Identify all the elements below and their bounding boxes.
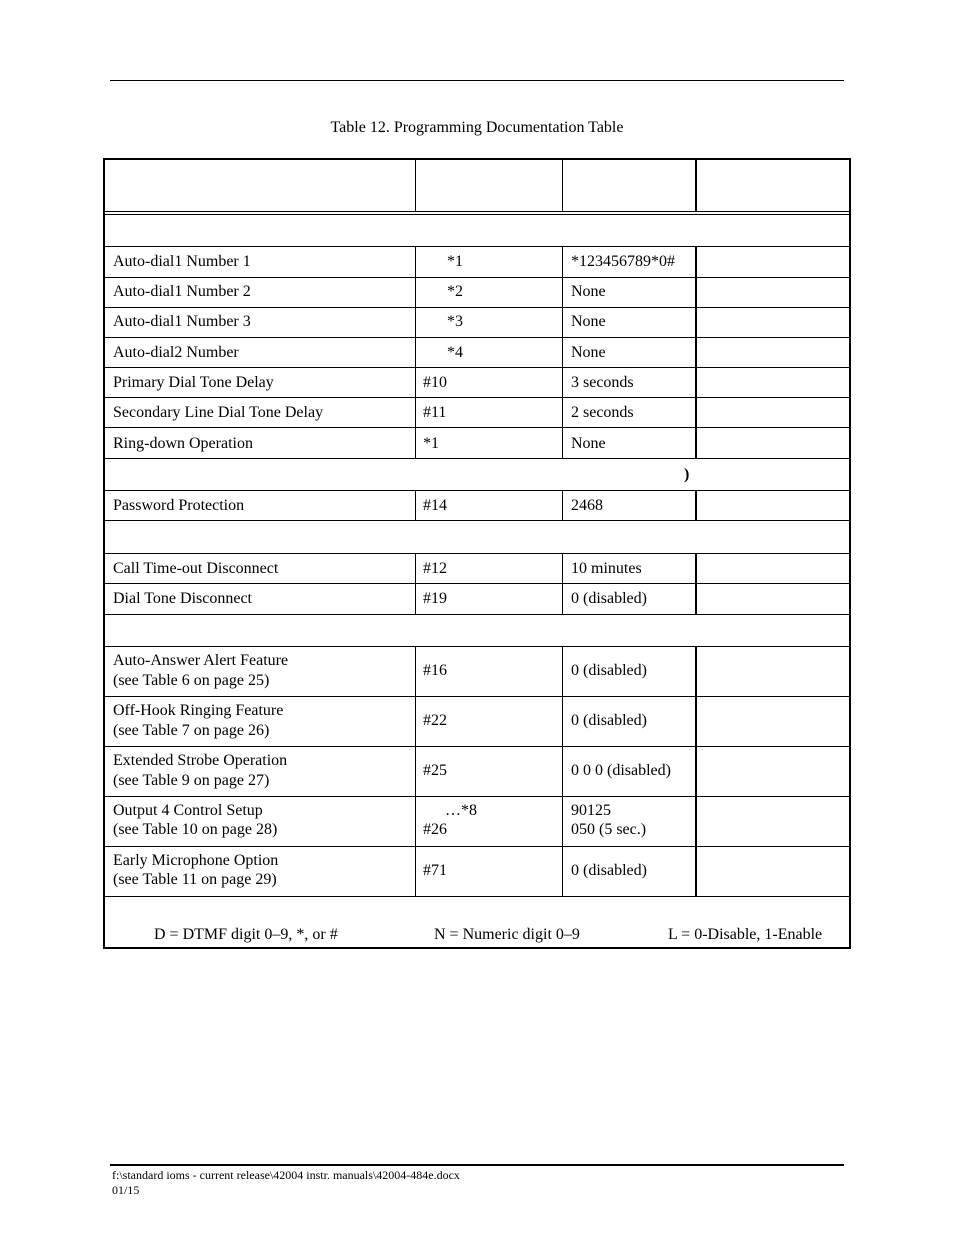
row-rule xyxy=(105,458,849,459)
feature-cell: Auto-Answer Alert Feature xyxy=(113,652,289,669)
code-cell: *3 xyxy=(447,313,463,330)
feature-cell: Password Protection xyxy=(113,497,245,514)
default-cell: None xyxy=(571,313,606,330)
table-row xyxy=(105,308,849,338)
row-rule xyxy=(105,614,849,615)
col-divider-2 xyxy=(562,647,563,896)
table-row xyxy=(105,647,849,696)
feature-cell: Early Microphone Option xyxy=(113,852,279,869)
footer-date: 01/15 xyxy=(112,1183,140,1197)
feature-cell: Off-Hook Ringing Feature xyxy=(113,702,284,719)
header-rule xyxy=(110,80,844,81)
table-row xyxy=(105,847,849,896)
code-cell: #12 xyxy=(423,560,447,577)
col-divider-3 xyxy=(695,647,697,896)
table-row xyxy=(105,247,849,277)
col-divider-2 xyxy=(562,554,563,614)
default-cell: 0 (disabled) xyxy=(571,662,647,679)
table-row xyxy=(105,368,849,398)
default-cell: None xyxy=(571,283,606,300)
default-cell: 2468 xyxy=(571,497,603,514)
feature-note: (see Table 9 on page 27) xyxy=(113,772,270,789)
legend-enable: L = 0-Disable, 1-Enable xyxy=(668,926,823,943)
col-divider-1 xyxy=(415,647,416,896)
feature-cell: Auto-dial1 Number 3 xyxy=(113,313,251,330)
col-divider-3 xyxy=(695,247,697,458)
feature-note: (see Table 6 on page 25) xyxy=(113,672,270,689)
col-divider-1 xyxy=(415,554,416,614)
feature-cell: Primary Dial Tone Delay xyxy=(113,374,274,391)
table-caption: Table 12. Programming Documentation Table xyxy=(330,119,624,136)
code-cell: #11 xyxy=(423,404,447,421)
feature-cell: Output 4 Control Setup xyxy=(113,802,263,819)
default-cell: 0 0 0 (disabled) xyxy=(571,762,671,779)
table-row xyxy=(105,398,849,428)
feature-note: (see Table 7 on page 26) xyxy=(113,722,270,739)
header-col-divider-2 xyxy=(562,160,563,211)
col-divider-2 xyxy=(562,247,563,458)
default-cell: *123456789*0# xyxy=(571,253,675,270)
default-cell: 0 (disabled) xyxy=(571,590,647,607)
default-cell: 0 (disabled) xyxy=(571,712,647,729)
header-rule-1 xyxy=(105,211,849,212)
section-mark: ) xyxy=(684,466,690,483)
default-cell: None xyxy=(571,435,606,452)
default-cell: 2 seconds xyxy=(571,404,634,421)
programming-documentation-table xyxy=(103,158,851,949)
code-cell: …*8 xyxy=(445,802,477,819)
code-cell: #22 xyxy=(423,712,447,729)
col-divider-3 xyxy=(695,554,697,614)
feature-cell: Call Time-out Disconnect xyxy=(113,560,279,577)
feature-cell: Secondary Line Dial Tone Delay xyxy=(113,404,324,421)
code-cell: #71 xyxy=(423,862,447,879)
table-row xyxy=(105,584,849,614)
col-divider-1 xyxy=(415,247,416,458)
footer-rule xyxy=(110,1164,844,1166)
default-cell: 3 seconds xyxy=(571,374,634,391)
default-cell: 90125 xyxy=(571,802,611,819)
header-rule-2 xyxy=(105,214,849,215)
legend-numeric: N = Numeric digit 0–9 xyxy=(434,926,580,943)
table-row xyxy=(105,554,849,584)
header-col-divider-3 xyxy=(695,160,697,211)
code-cell: *4 xyxy=(447,344,463,361)
feature-cell: Extended Strobe Operation xyxy=(113,752,288,769)
legend-dtmf: D = DTMF digit 0–9, *, or # xyxy=(154,926,338,943)
code-cell: #10 xyxy=(423,374,447,391)
default-cell: None xyxy=(571,344,606,361)
default-cell: 10 minutes xyxy=(571,560,642,577)
default-cell-line2: 050 (5 sec.) xyxy=(571,821,647,838)
feature-cell: Dial Tone Disconnect xyxy=(113,590,252,607)
code-cell: *2 xyxy=(447,283,463,300)
code-cell: *1 xyxy=(423,435,439,452)
code-cell: #16 xyxy=(423,662,447,679)
feature-cell: Auto-dial1 Number 2 xyxy=(113,283,251,300)
row-rule xyxy=(105,520,849,521)
code-cell: #25 xyxy=(423,762,447,779)
default-cell: 0 (disabled) xyxy=(571,862,647,879)
table-row xyxy=(105,747,849,796)
table-row xyxy=(105,491,849,521)
feature-cell: Auto-dial2 Number xyxy=(113,344,239,361)
header-col-divider-1 xyxy=(415,160,416,211)
feature-note: (see Table 11 on page 29) xyxy=(113,871,277,888)
code-cell-line2: #26 xyxy=(423,821,447,838)
code-cell: #19 xyxy=(423,590,447,607)
footer-file-path: f:\standard ioms - current release\42004 instr. manuals\42004-484e.docx xyxy=(112,1168,460,1182)
feature-note: (see Table 10 on page 28) xyxy=(113,821,278,838)
feature-cell: Ring-down Operation xyxy=(113,435,253,452)
col-divider-3 xyxy=(695,491,697,520)
table-row xyxy=(105,338,849,368)
feature-cell: Auto-dial1 Number 1 xyxy=(113,253,251,270)
table-row xyxy=(105,278,849,308)
table-row xyxy=(105,797,849,846)
legend xyxy=(105,897,849,947)
col-divider-2 xyxy=(562,491,563,520)
col-divider-1 xyxy=(415,491,416,520)
code-cell: *1 xyxy=(447,253,463,270)
table-row xyxy=(105,697,849,746)
table-row xyxy=(105,428,849,458)
code-cell: #14 xyxy=(423,497,447,514)
